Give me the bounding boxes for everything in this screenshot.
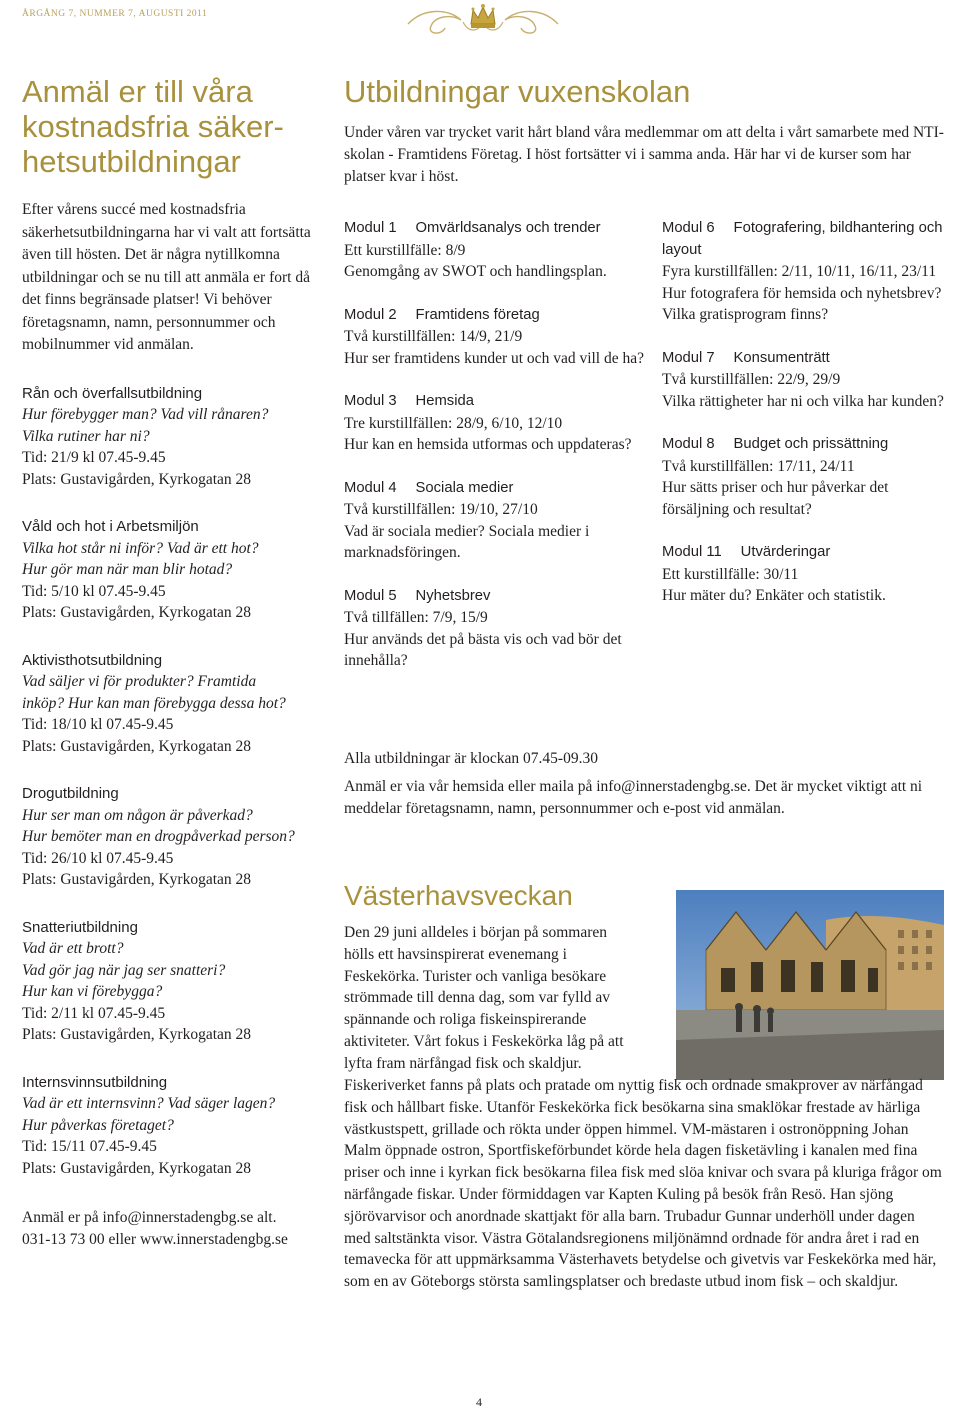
module-title: Modul 2 Framtidens företag: [344, 306, 540, 323]
module-title: Modul 5 Nyhetsbrev: [344, 587, 491, 604]
module-description: Hur används det på bästa vis och vad bör det innehålla?: [344, 630, 622, 669]
course-place: Plats: Gustavigården, Kyrkogatan 28: [22, 1159, 252, 1177]
module-sessions: Två tillfällen: 7/9, 15/9: [344, 609, 488, 626]
course-time: Tid: 15/11 07.45-9.45: [22, 1138, 157, 1155]
module-description: Hur fotografera för hemsida och nyhetsbrev? Vilka gratisprogram finns?: [662, 284, 942, 323]
vasterhavs-heading: Västerhavsveckan: [344, 880, 573, 911]
course-place: Plats: Gustavigården, Kyrkogatan 28: [22, 604, 252, 621]
registration-line: 031-13 73 00 eller www.innerstadengbg.se: [22, 1230, 288, 1248]
module-description: Genomgång av SWOT och handlingsplan.: [344, 263, 607, 280]
right-heading: Utbildningar vuxenskolan: [344, 74, 691, 109]
module-sessions: Ett kurstillfälle: 30/11: [662, 565, 799, 583]
course-time: Tid: 5/10 kl 07.45-9.45: [22, 582, 166, 600]
course-question: Vad gör jag när jag ser snatteri?: [22, 961, 226, 979]
course-time: Tid: 18/10 kl 07.45-9.45: [22, 716, 174, 733]
module-item: [344, 218, 644, 283]
left-intro: Efter vårens succé med kostnadsfria säkerhetsutbildningarna har vi valt att fortsätta även till hösten. Det är några nytillkomna utbildningar och se nu till att anmäla er fort då det finns begränsade platser! Vi behöver företagsnamn, namn, personnummer och mobilnummer vid anmälan.: [22, 201, 311, 353]
course-item: [22, 650, 314, 758]
module-title: Modul 3 Hemsida: [344, 393, 474, 409]
course-question: Hur ser man om någon är påverkad?: [22, 806, 253, 824]
module-sessions: Två kurstillfällen: 17/11, 24/11: [662, 457, 855, 475]
module-item: [344, 305, 644, 370]
course-question: Vad säljer vi för produkter? Framtida: [22, 673, 257, 690]
course-title: Snatteriutbildning: [22, 918, 138, 936]
course-title: Rån och överfallsutbildning: [22, 384, 203, 402]
module-sessions: Två kurstillfällen: 19/10, 27/10: [344, 501, 538, 518]
module-item: [662, 348, 944, 413]
left-heading: Anmäl er till våra kostnadsfria säker-hetsutbildningar: [22, 74, 284, 179]
registration-info: [22, 1207, 314, 1250]
course-item: [22, 516, 314, 624]
course-time: Tid: 21/9 kl 07.45-9.45: [22, 449, 166, 466]
module-item: [662, 218, 944, 326]
course-time: Tid: 26/10 kl 07.45-9.45: [22, 849, 174, 867]
right-intro: Under våren var trycket varit hårt bland våra medlemmar om att delta i vårt samarbete med NTI-skolan - Framtidens Företag. I höst fortsätter vi i samma anda. Här har vi de kurser som har platser kvar i höst.: [344, 124, 944, 185]
course-title: Aktivisthotsutbildning: [22, 651, 163, 669]
modules-column-1: [344, 218, 644, 694]
course-place: Plats: Gustavigården, Kyrkogatan 28: [22, 470, 252, 488]
all-courses-time: Alla utbildningar är klockan 07.45-09.30: [344, 750, 598, 767]
course-time: Tid: 2/11 kl 07.45-9.45: [22, 1004, 166, 1022]
issue-header: ÅRGÅNG 7, NUMMER 7, AUGUSTI 2011: [22, 9, 208, 19]
module-description: Vilka rättigheter har ni och vilka har kunden?: [662, 392, 944, 410]
course-item: [22, 783, 314, 891]
module-item: [662, 542, 944, 607]
course-question: Hur kan vi förebygga?: [22, 983, 163, 1000]
course-place: Plats: Gustavigården, Kyrkogatan 28: [22, 871, 252, 888]
course-item: [22, 383, 314, 491]
course-place: Plats: Gustavigården, Kyrkogatan 28: [22, 737, 252, 755]
module-sessions: Två kurstillfällen: 22/9, 29/9: [662, 371, 841, 388]
course-item: [22, 917, 314, 1046]
module-item: [662, 434, 944, 520]
course-item: [22, 1072, 314, 1180]
course-title: Drogutbildning: [22, 785, 119, 802]
module-sessions: Fyra kurstillfällen: 2/11, 10/11, 16/11, 23/11: [662, 263, 937, 280]
module-title: Modul 11 Utvärderingar: [662, 544, 831, 560]
crown-ornament-icon: [403, 2, 563, 40]
signup-instructions: Anmäl er via vår hemsida eller maila på info@innerstadengbg.se. Det är mycket viktigt att ni meddelar företagsnamn, namn, personnummer och e-post vid anmälan.: [344, 778, 923, 817]
module-description: Hur ser framtidens kunder ut och vad vill de ha?: [344, 349, 645, 367]
course-question: Vad är ett brott?: [22, 940, 124, 957]
module-description: Hur sätts priser och hur påverkar det försäljning och resultat?: [662, 479, 889, 518]
module-title: Modul 7 Konsumenträtt: [662, 349, 830, 366]
left-column: [22, 74, 314, 1250]
course-question: Hur påverkas företaget?: [22, 1116, 174, 1134]
module-item: [344, 478, 644, 564]
course-question: Hur bemöter man en drogpåverkad person?: [22, 828, 295, 845]
course-title: Våld och hot i Arbetsmiljön: [22, 518, 199, 535]
course-question: Vilka rutiner har ni?: [22, 427, 150, 445]
module-sessions: Två kurstillfällen: 14/9, 21/9: [344, 328, 523, 345]
course-question: Vad är ett internsvinn? Vad säger lagen?: [22, 1095, 276, 1112]
modules-column-2: [662, 218, 944, 629]
module-description: Vad är sociala medier? Sociala medier i marknadsföringen.: [344, 522, 590, 561]
module-title: Modul 4 Sociala medier: [344, 479, 514, 496]
page-number: 4: [476, 1395, 482, 1409]
course-question: Hur förebygger man? Vad vill rånaren?: [22, 406, 269, 423]
module-item: [344, 391, 644, 456]
feskekorka-photo: [676, 890, 944, 1080]
right-column: [344, 74, 944, 1291]
module-item: [344, 586, 644, 672]
module-title: Modul 1 Omvärldsanalys och trender: [344, 220, 601, 236]
course-place: Plats: Gustavigården, Kyrkogatan 28: [22, 1026, 252, 1043]
course-question: Hur gör man när man blir hotad?: [22, 561, 233, 578]
vasterhavs-body: Fiskeriverket fanns på plats och pratade om nyttig fisk och ordnade smakprover av närfångad fisk och hållbart fiske. Utanför Feskekörka fick besökarna sina smaklökar frestade av härliga västkustspett, grillade och rökta under öppen himmel. VM-mästaren i ostronöppning Johan Malm öppnade ostron, Sportfiskeförbundet körde hela dagen fisketävling i kanalen med fina priser och inne i kyrkan fick besökarna filea fisk med slöa knivar och svara på kluriga frågor om närfångade fiskar. Under förmiddagen var Kapten Kuling på besök från Resö. Han sjöng sjörövarvisor och anordnade skattjakt för alla barn. Trubadur Gunnar underhöll under dagen med saltstänkta visor. Västra Götalandsregionens miljönämnd ordnade för andra året i rad en temavecka för att uppmärksamma Västerhavets betydelse och givetvis var Feskekörka med här, som en av Göteborgs största samlingsplatser och bredaste utbud inom fisk – och skaldjur.: [344, 1077, 942, 1291]
registration-line: Anmäl er på info@innerstadengbg.se alt.: [22, 1209, 277, 1226]
course-question: Vilka hot står ni inför? Vad är ett hot?: [22, 539, 259, 557]
vasterhavs-intro: Den 29 juni alldeles i början på sommaren hölls ett havsinspirerat evenemang i Feskekörka. Turister och vanliga besökare strömmade till denna dag, som var fylld av spännande och roliga fiskeinspirerande aktiviteter. Vårt fokus i Feskekörka låg på att lyfta fram närfångad fisk och skaldjur.: [344, 924, 624, 1072]
module-description: Hur kan en hemsida utformas och uppdateras?: [344, 436, 632, 453]
module-description: Hur mäter du? Enkäter och statistik.: [662, 587, 886, 604]
schedule-note: [344, 748, 944, 826]
course-question: inköp? Hur kan man förebygga dessa hot?: [22, 694, 286, 712]
course-title: Internsvinnsutbildning: [22, 1073, 168, 1091]
module-sessions: Tre kurstillfällen: 28/9, 6/10, 12/10: [344, 414, 563, 432]
module-sessions: Ett kurstillfälle: 8/9: [344, 241, 466, 259]
module-title: Modul 8 Budget och prissättning: [662, 436, 889, 452]
module-title: Modul 6 Fotografering, bildhantering och layout: [662, 220, 943, 258]
